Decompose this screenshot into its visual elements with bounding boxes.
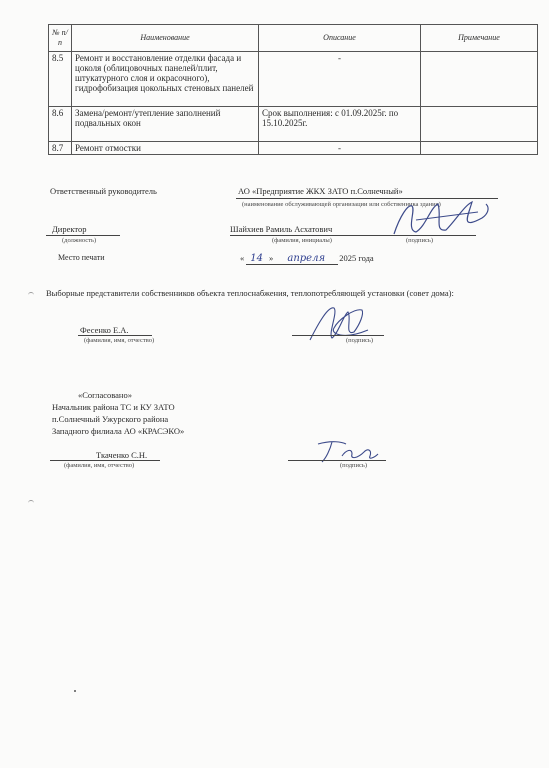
date-year: 2025 года (339, 253, 374, 263)
organization-name: АО «Предприятие ЖКХ ЗАТО п.Солнечный» (238, 186, 403, 196)
header-note: Примечание (421, 25, 538, 52)
row-note (421, 52, 538, 107)
position-underline (46, 235, 120, 236)
row-description: - (259, 142, 421, 155)
director-name-caption: (фамилия, инициалы) (272, 237, 332, 244)
representative-name: Фесенко Е.А. (80, 325, 129, 335)
row-number: 8.7 (49, 142, 72, 155)
director-name: Шайхиев Рамиль Асхатович (230, 224, 333, 234)
approval-line-3: п.Солнечный Ужурского района (52, 414, 169, 424)
date-close-quote: » (268, 253, 274, 263)
representative-signature-underline (292, 335, 384, 336)
hole-punch-mark (28, 500, 34, 504)
table-row (49, 142, 538, 155)
approval-title: «Согласовано» (78, 390, 132, 400)
approver-signature-caption: (подпись) (340, 462, 367, 469)
representative-caption: (фамилия, имя, отчество) (84, 337, 155, 344)
representatives-label: Выборные представители собственников объекта теплоснабжения, теплопотребляющей установки (совет дома): (46, 288, 454, 298)
dot-mark (74, 690, 76, 692)
approval-line-4: Западного филиала АО «КРАСЭКО» (52, 426, 185, 436)
row-note (421, 142, 538, 155)
row-number: 8.5 (49, 52, 72, 107)
row-name: Ремонт и восстановление отделки фасада и цоколя (облицовочных панелей/плит, штукатурного слоя и окрасочного), гидрофобизация цокольных стеновых панелей (72, 52, 259, 107)
seal-place-label: Место печати (58, 253, 105, 262)
table-row (49, 107, 538, 142)
approver-underline (50, 460, 160, 461)
row-description: - (259, 52, 421, 107)
hole-punch-mark (28, 292, 34, 296)
works-table (48, 24, 538, 155)
row-note (421, 107, 538, 142)
table-row (49, 52, 538, 107)
row-description: Срок выполнения: с 01.09.2025г. по 15.10.2025г. (259, 107, 421, 142)
date-month: апреля (287, 253, 326, 264)
header-name: Наименование (72, 25, 259, 52)
organization-caption: (наименование обслуживающей организации или собственника здания) (242, 201, 441, 208)
position-value: Директор (52, 224, 87, 234)
approver-name: Ткаченко С.Н. (96, 450, 148, 460)
table-header-row (49, 25, 538, 52)
approval-line-2: Начальник района ТС и КУ ЗАТО (52, 402, 175, 412)
header-number: № п/п (49, 25, 72, 52)
date-open-quote: « (240, 253, 245, 263)
position-caption: (должность) (62, 237, 97, 244)
director-signature (386, 196, 496, 242)
row-name: Ремонт отмостки (72, 142, 259, 155)
approver-caption: (фамилия, имя, отчество) (64, 462, 135, 469)
representative-signature-caption: (подпись) (346, 337, 373, 344)
row-number: 8.6 (49, 107, 72, 142)
header-description: Описание (259, 25, 421, 52)
director-signature-caption: (подпись) (406, 237, 433, 244)
responsible-label: Ответственный руководитель (50, 186, 157, 196)
row-name: Замена/ремонт/утепление заполнений подвальных окон (72, 107, 259, 142)
date-day: 14 (250, 253, 263, 264)
representative-underline (78, 335, 152, 336)
approver-signature-underline (288, 460, 386, 461)
date-line (240, 253, 374, 264)
date-underline (246, 264, 338, 265)
